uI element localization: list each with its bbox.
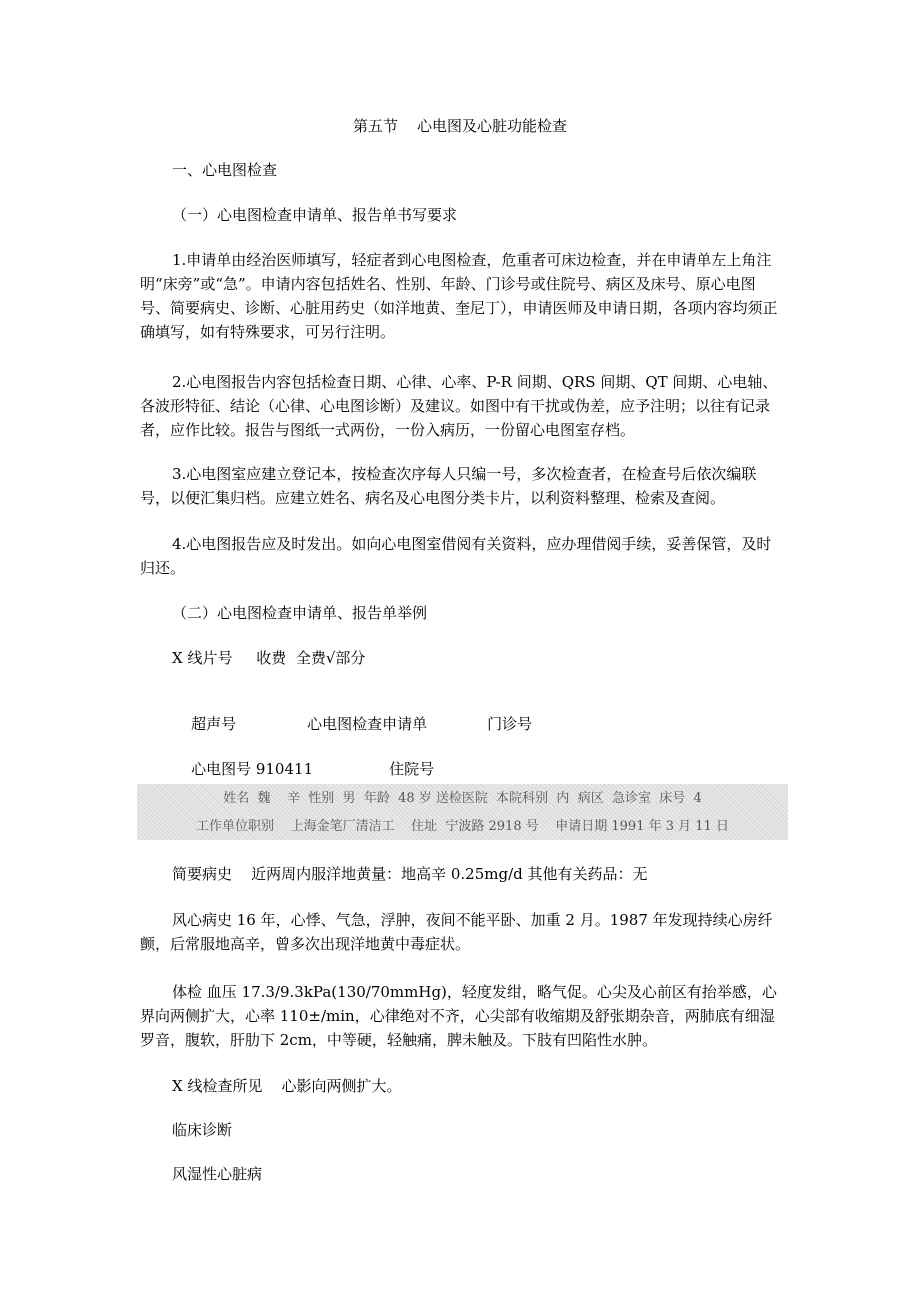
subsection-heading: （一）心电图检查申请单、报告单书写要求 <box>172 206 458 224</box>
patient-info-block <box>137 784 788 840</box>
brief-history: 简要病史 近两周内服洋地黄量：地高辛 0.25mg/d 其他有关药品：无 <box>172 865 648 883</box>
paragraph-3: 3.心电图室应建立登记本，按检查次序每人只编一号，多次检查者，在检查号后依次编联号，以便汇集归档。应建立姓名、病名及心电图分类卡片，以利资料整理、检索及查阅。 <box>140 465 757 507</box>
page-title: 第五节 心电图及心脏功能检查 <box>352 117 568 135</box>
form-row-xray: X 线片号 收费 全费√部分 <box>172 649 366 667</box>
ecg-number: 心电图号 910411 <box>191 760 314 778</box>
patient-info-line-2: 工作单位职别 上海金笔厂清洁工 住址 宁波路 2918 号 申请日期 1991 年 3 月 11 日 <box>196 819 729 834</box>
xray-findings: X 线检查所见 心影向两侧扩大。 <box>172 1077 402 1095</box>
inpatient-number-label: 住院号 <box>389 760 435 778</box>
paragraph-history: 风心病史 16 年，心悸、气急，浮肿，夜间不能平卧、加重 2 月。1987 年发现持续心房纤颤，后常服地高辛，曾多次出现洋地黄中毒症状。 <box>140 911 773 953</box>
section-heading: 一、心电图检查 <box>172 161 278 179</box>
subsection-heading-2: （二）心电图检查申请单、报告单举例 <box>172 604 428 622</box>
paragraph-4: 4.心电图报告应及时发出。如向心电图室借阅有关资料，应办理借阅手续，妥善保管，及时归还。 <box>140 535 772 577</box>
outpatient-number-label: 门诊号 <box>487 715 533 733</box>
diagnosis: 风湿性心脏病 <box>172 1165 263 1183</box>
clinical-diagnosis-label: 临床诊断 <box>172 1121 233 1139</box>
paragraph-physical-exam: 体检 血压 17.3/9.3kPa(130/70mmHg)，轻度发绀，略气促。心尖及心前区有抬举感，心界向两侧扩大，心率 110±/min，心律绝对不齐，心尖部有收缩期及舒张期杂音，两肺底有细湿罗音，腹软，肝肋下 2cm，中等硬，轻触痛，脾未触及。下肢有凹陷性水肿。 <box>140 983 777 1049</box>
form-title: 心电图检查申请单 <box>307 715 428 733</box>
ultrasound-number-label: 超声号 <box>191 715 237 733</box>
paragraph-1: 1.申请单由经治医师填写，轻症者到心电图检查，危重者可床边检查，并在申请单左上角注明“床旁”或“急”。申请内容包括姓名、性别、年龄、门诊号或住院号、病区及床号、原心电图号、简要病史、诊断、心脏用药史（如洋地黄、奎尼丁），申请医师及申请日期，各项内容均须正确填写，如有特殊要求，可另行注明。 <box>140 251 778 341</box>
paragraph-2: 2.心电图报告内容包括检查日期、心律、心率、P-R 间期、QRS 间期、QT 间期、心电轴、各波形特征、结论（心律、心电图诊断）及建议。如图中有干扰或伪差，应予注明；以往有记录者，应作比较。报告与图纸一式两份，一份入病历，一份留心电图室存档。 <box>140 373 778 439</box>
patient-info-line-1: 姓名 魏 辛 性别 男 年龄 48 岁 送检医院 本院科别 内 病区 急诊室 床号 4 <box>223 791 702 806</box>
